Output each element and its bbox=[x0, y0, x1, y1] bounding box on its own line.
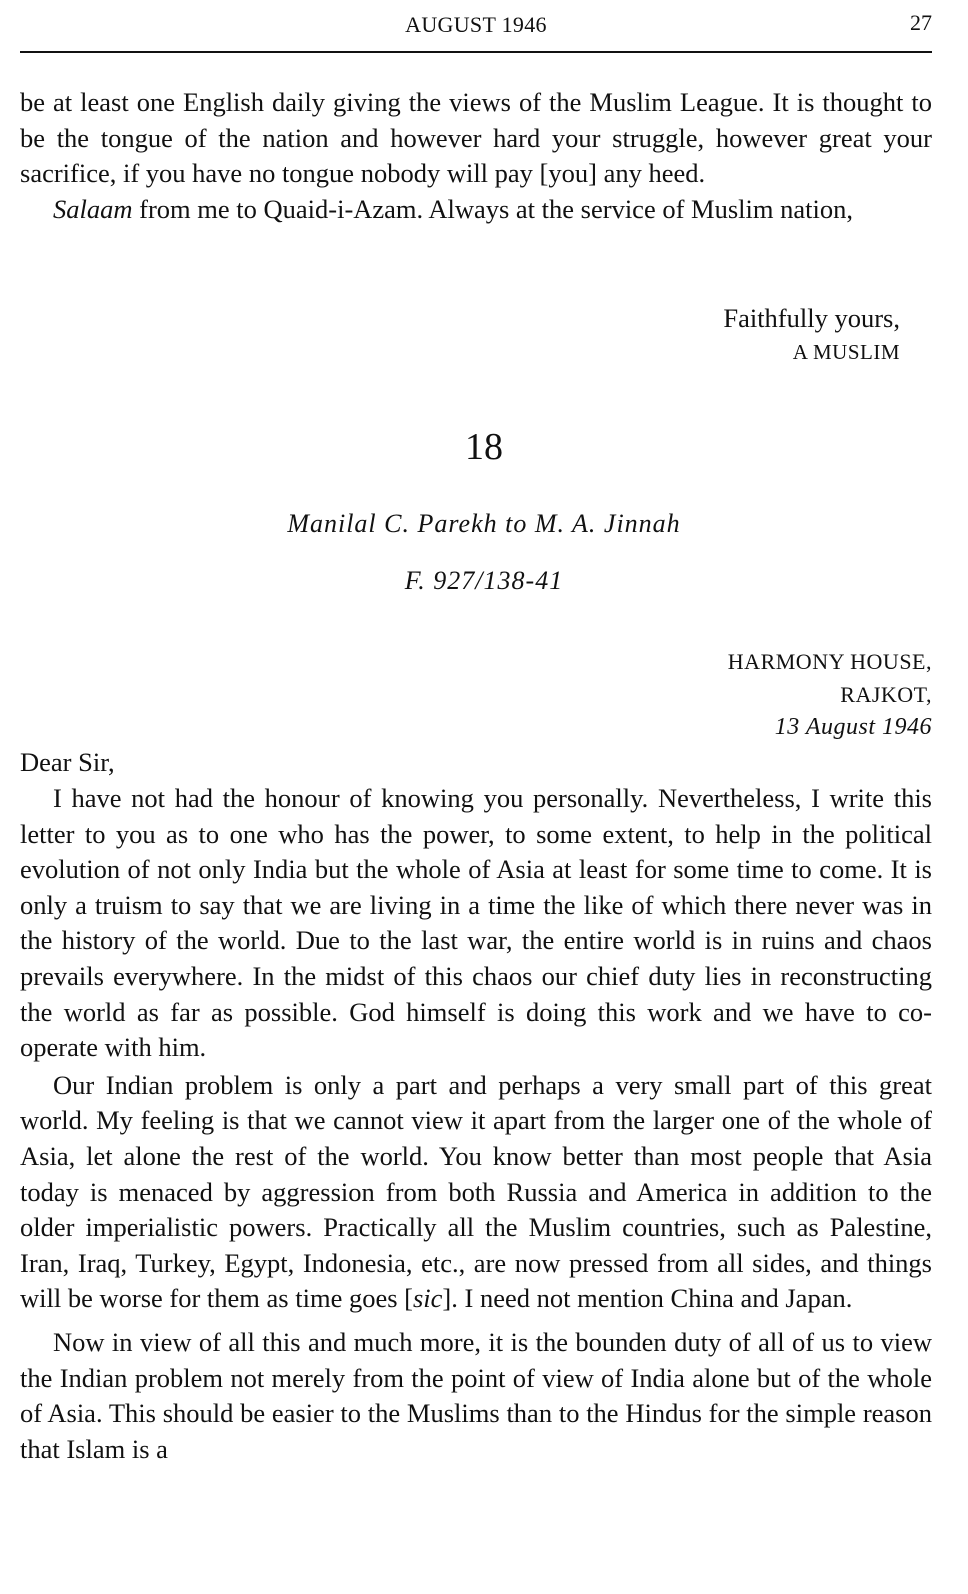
letter-paragraph-2 bbox=[20, 1068, 932, 1317]
valediction: Faithfully yours, bbox=[723, 303, 900, 333]
letter-paragraph-1: I have not had the honour of knowing you personally. Nevertheless, I write this letter to you as to one who has the power, to some extent, to help in the political evolution of not only India but the whole of Asia at least for some time to come. It is only a truism to say that we are living in a time the like of which there never was in the history of the world. Due to the last war, the entire world is in ruins and chaos prevails everywhere. In the midst of this chaos our chief duty lies in reconstructing the world as far as possible. God himself is doing this work and we have to co-operate with him. bbox=[20, 783, 932, 1063]
paragraph-2-end: ]. I need not mention China and Japan. bbox=[442, 1283, 853, 1314]
previous-letter-ending bbox=[20, 85, 932, 227]
running-title: AUGUST 1946 bbox=[405, 12, 547, 37]
previous-letter-paragraph: be at least one English daily giving the views of the Muslim League. It is thought to be the tongue of the nation and however hard your struggle, however great your sacrifice, if you have no tongue nobody will pay [you] any heed. bbox=[20, 87, 932, 189]
header-rule bbox=[20, 51, 932, 53]
salutation: Dear Sir, bbox=[20, 747, 115, 777]
address-line: HARMONY HOUSE, bbox=[727, 649, 932, 674]
sender-address bbox=[728, 645, 932, 744]
letter-paragraph-3: Now in view of all this and much more, it is the bounden duty of all of us to view the Indian problem not merely from the point of view of India alone but of the whole of Asia. This should be easier to the Muslims than to the Hindus for the simple reason that Islam is a bbox=[20, 1326, 932, 1464]
file-reference: F. 927/138-41 bbox=[404, 566, 564, 595]
signature: A MUSLIM bbox=[792, 340, 900, 364]
letter-body bbox=[20, 781, 932, 1467]
paragraph-2-text: Our Indian problem is only a part and perhaps a very small part of this great world. My feeling is that we cannot view it apart from the larger one of the whole of Asia, let alone the rest of the world. You know better than most people that Asia today is menaced by aggression from both Russia and America in addition to the older imperialistic powers. Practically all the Muslim countries, such as Palestine, Iran, Iraq, Turkey, Egypt, Indonesia, etc., are now pressed from all sides, and things will be worse for them as time goes [ bbox=[20, 1069, 932, 1314]
address-city: RAJKOT, bbox=[840, 682, 932, 707]
document-number: 18 bbox=[465, 426, 503, 468]
sic-mark: sic bbox=[412, 1283, 443, 1314]
closing-text: from me to Quaid-i-Azam. Always at the service of Muslim nation, bbox=[132, 193, 853, 224]
running-header bbox=[20, 8, 932, 42]
previous-letter-closing-paragraph bbox=[20, 192, 932, 228]
document-heading: Manilal C. Parekh to M. A. Jinnah bbox=[287, 509, 681, 538]
letter-date: 13 August 1946 bbox=[774, 714, 932, 740]
salaam-word: Salaam bbox=[53, 193, 133, 224]
page-number: 27 bbox=[910, 10, 932, 35]
